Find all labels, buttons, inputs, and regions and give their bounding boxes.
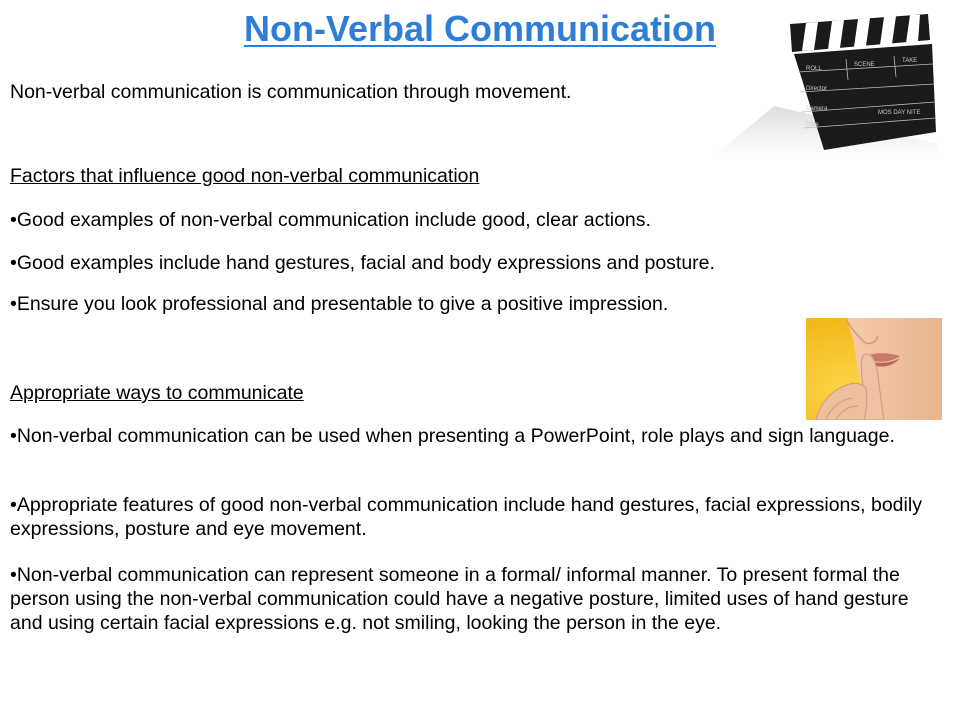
clapperboard-image xyxy=(714,14,938,156)
clapper-roll-label: ROLL xyxy=(806,66,822,72)
clapper-camera-label: Camera xyxy=(806,106,828,112)
clapper-mos-label: MOS DAY NITE xyxy=(878,110,921,116)
bullet-item: •Non-verbal communication can represent someone in a formal/ informal manner. To present formal the person using the non-verbal communication could have a negative posture, limited uses of hand gesture and using certain facial expressions e.g. not smiling, looking the person in the eye. xyxy=(10,564,909,634)
finger-on-lips-image xyxy=(806,318,942,420)
bullet-item: •Appropriate features of good non-verbal communication include hand gestures, facial expressions, bodily expressions, posture and eye movement. xyxy=(10,494,922,540)
bullet-item: •Ensure you look professional and presentable to give a positive impression. xyxy=(10,293,669,315)
bullet-item: •Good examples include hand gestures, facial and body expressions and posture. xyxy=(10,252,715,274)
clapper-date-label: Date xyxy=(806,122,819,128)
clapper-director-label: Director xyxy=(806,86,828,92)
clapper-take-label: TAKE xyxy=(902,58,918,64)
slide-title: Non-Verbal Communication xyxy=(243,8,717,49)
bullet-item: •Good examples of non-verbal communication include good, clear actions. xyxy=(10,209,651,231)
section-heading-appropriate: Appropriate ways to communicate xyxy=(10,382,304,404)
clapper-scene-label: SCENE xyxy=(854,62,875,68)
intro-text: Non-verbal communication is communication through movement. xyxy=(10,81,572,103)
section-heading-factors: Factors that influence good non-verbal communication xyxy=(10,165,480,187)
bullet-item: •Non-verbal communication can be used when presenting a PowerPoint, role plays and sign language. xyxy=(10,425,895,447)
